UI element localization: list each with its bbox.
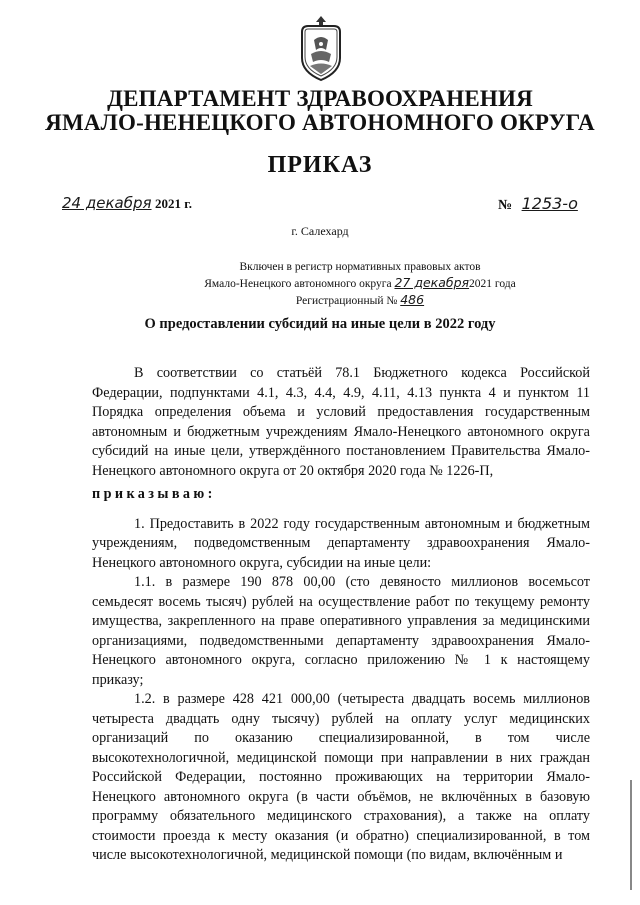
registry-line3: Регистрационный № 486 [295, 292, 425, 307]
order-number [498, 194, 578, 214]
preamble-paragraph: В соответствии со статьёй 78.1 Бюджетного кодекса Российской Федерации, подпунктами 4.1, 4.3, 4.4, 4.9, 4.11, 4.13 пункта 4 и пунктом 11 Порядка определения объема и условий предоставления государственным автономным и бюджетным учреждениям Ямало-Ненецкого автономного округа субсидий на иные цели, утверждённого постановлением Правительства Ямало-Ненецкого автономного округа от 20 октября 2020 года № 1226-П, [92, 365, 590, 479]
clause-1-1: 1.1. в размере 190 878 00,00 (сто девяносто миллионов восемьсот семьдесят восемь тысяч) рублей на осуществление работ по текущему ремонту имущества, закрепленного на праве оперативного управления за медицинскими организациями, подведомственными департаменту здравоохранения Ямало-Ненецкого автономного округа, согласно приложению № 1 к настоящему приказу; [92, 574, 590, 688]
registry-line1: Включен в регистр нормативных правовых актов [239, 261, 481, 273]
orders-keyword: приказываю: [92, 486, 216, 502]
document-title: О предоставлении субсидий на иные цели в 2022 году [144, 316, 496, 332]
registry-line2: Ямало-Ненецкого автономного округа 27 декабря2021 года [204, 275, 516, 290]
city-label: г. Салехард [291, 224, 349, 238]
registry-handwritten-number: 486 [400, 292, 425, 307]
coat-of-arms-emblem [296, 14, 346, 82]
number-sign: № [498, 198, 513, 213]
registry-handwritten-date: 27 декабря [394, 275, 470, 290]
handwritten-date: 24 декабря [62, 194, 152, 212]
order-date [62, 194, 192, 213]
clause-1: 1. Предоставить в 2022 году государственным автономным и бюджетным учреждениям, подведомственным департаменту здравоохранения Ямало-Ненецкого автономного округа, субсидии на иные цели: [92, 515, 590, 571]
clause-1-2: 1.2. в размере 428 421 000,00 (четыреста двадцать восемь миллионов четыреста двадцать одну тысячу) рублей на оплату услуг медицинских организаций по оказанию специализированной, в том числе высокотехнологичной, медицинской помощи при направлении в них граждан Российской Федерации, постоянно проживающих на территории Ямало-Ненецкого автономного округа (в части объёмов, не включённых в базовую программу обязательного медицинского страхования), а также на оплату стоимости проезда к месту оказания (и обратно) специализированной, в том числе высокотехнологичной, медицинской помощи (по видам, включённым и [92, 691, 590, 863]
handwritten-number: 1253-о [521, 194, 578, 213]
department-name-line2: ЯМАЛО-НЕНЕЦКОГО АВТОНОМНОГО ОКРУГА [45, 110, 595, 135]
order-year: 2021 г. [155, 196, 192, 211]
registry-stamp [150, 260, 570, 309]
document-type-heading: ПРИКАЗ [267, 152, 373, 178]
department-name-line1: ДЕПАРТАМЕНТ ЗДРАВООХРАНЕНИЯ [107, 86, 533, 111]
document-body [92, 364, 590, 866]
scan-edge-mark [630, 780, 632, 890]
